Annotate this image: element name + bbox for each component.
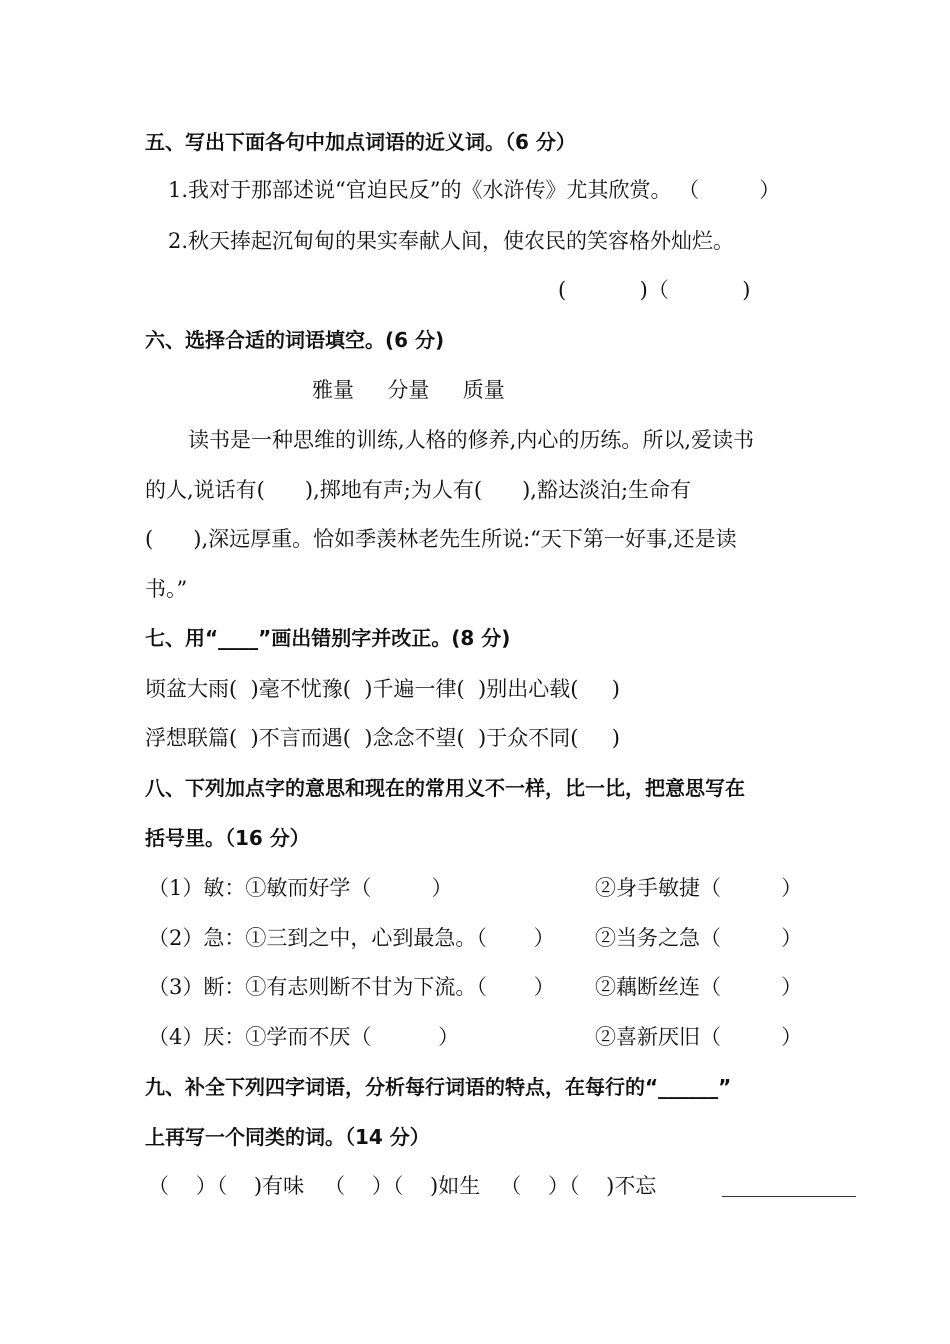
section-5-question-2: 2.秋天捧起沉甸甸的果实奉献人间，使农民的笑容格外灿烂。 bbox=[168, 229, 735, 253]
section-5-question-1: 1.我对于那部述说“官迫民反”的《水浒传》尤其欣赏。 （ ） bbox=[168, 178, 781, 202]
section-8-item-4b: ②喜新厌旧（ ） bbox=[595, 1025, 803, 1049]
section-9-answer-blank[interactable] bbox=[722, 1176, 856, 1197]
section-6-passage-line-1: 读书是一种思维的训练,人格的修养,内心的历练。所以,爱读书 bbox=[188, 428, 755, 452]
section-8-item-2b: ②当务之急（ ） bbox=[595, 926, 803, 950]
section-8-item-4a: （4）厌：①学而不厌（ ） bbox=[148, 1025, 460, 1049]
section-6-title: 六、选择合适的词语填空。(6 分) bbox=[145, 328, 445, 352]
section-6-passage-line-4: 书。” bbox=[145, 577, 188, 601]
section-8-item-3b: ②藕断丝连（ ） bbox=[595, 975, 803, 999]
section-7-row-2: 浮想联篇( )不言而遇( )念念不望( )于众不同( ) bbox=[145, 726, 620, 750]
section-8-item-1a: （1）敏：①敏而好学（ ） bbox=[148, 876, 453, 900]
section-6-passage-line-3: ( ),深远厚重。恰如季羡林老先生所说:“天下第一好事,还是读 bbox=[145, 527, 737, 551]
section-8-item-3a: （3）断：①有志则断不甘为下流。（ ） bbox=[148, 975, 555, 999]
section-8-item-1b: ②身手敏捷（ ） bbox=[595, 876, 803, 900]
section-9-word-row: （ ）（ )有味 （ ）（ )如生 （ ）（ )不忘 bbox=[148, 1174, 657, 1198]
section-5-question-2-blanks: ( )（ ) bbox=[558, 278, 751, 302]
section-7-row-1: 顷盆大雨( )毫不忧豫( )千遍一律( )别出心载( ) bbox=[145, 677, 620, 701]
section-8-item-2a: （2）急：①三到之中，心到最急。（ ） bbox=[148, 926, 555, 950]
section-9-title-line-2: 上再写一个同类的词。（14 分） bbox=[145, 1125, 430, 1149]
section-7-title: 七、用“____”画出错别字并改正。(8 分) bbox=[145, 626, 511, 650]
section-6-passage-line-2: 的人,说话有( ),掷地有声;为人有( ),豁达淡泊;生命有 bbox=[145, 478, 692, 502]
section-8-title-line-1: 八、下列加点字的意思和现在的常用义不一样，比一比，把意思写在 bbox=[145, 776, 745, 800]
section-9-title-line-1: 九、补全下列四字词语，分析每行词语的特点，在每行的“______” bbox=[145, 1075, 732, 1099]
section-6-word-options: 雅量 分量 质量 bbox=[312, 378, 505, 402]
section-8-title-line-2: 括号里。（16 分） bbox=[145, 826, 310, 850]
section-5-title: 五、写出下面各句中加点词语的近义词。（6 分） bbox=[145, 130, 576, 154]
